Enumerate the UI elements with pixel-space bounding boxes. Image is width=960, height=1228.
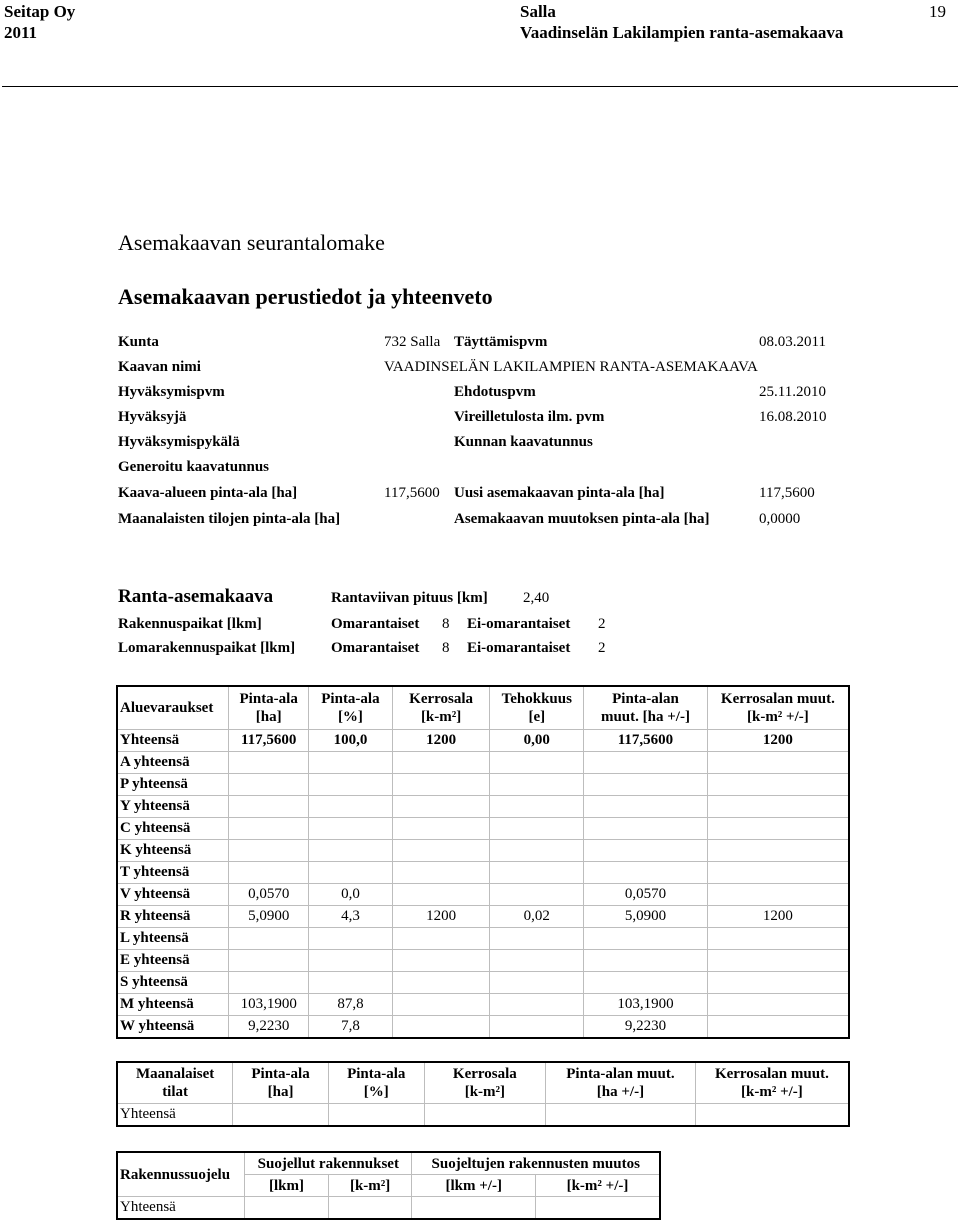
table-cell: 5,0900: [584, 906, 708, 928]
form-title: Asemakaavan seurantalomake: [118, 230, 385, 255]
header-unit: [k-m² +/-]: [741, 1084, 803, 1100]
table-cell: [707, 884, 849, 906]
underground-col-header: [233, 1062, 329, 1104]
table-cell: [584, 818, 708, 840]
info-value: 117,5600: [384, 485, 440, 501]
table-cell: 7,8: [309, 1016, 393, 1039]
info-label: Kaavan nimi: [118, 359, 201, 375]
protection-total-row: [117, 1197, 660, 1220]
info-value: 16.08.2010: [759, 409, 827, 425]
header-text: Pinta-alan: [612, 691, 679, 707]
table-cell: [424, 1104, 546, 1127]
header-text: Pinta-ala: [321, 691, 380, 707]
protection-row-label: Rakennussuojelu: [117, 1152, 245, 1197]
info-value: VAADINSELÄN LAKILAMPIEN RANTA-ASEMAKAAVA: [384, 359, 758, 375]
header-unit: [ha +/-]: [596, 1084, 645, 1100]
info-row: [118, 409, 858, 431]
table-cell: [490, 994, 584, 1016]
table-cell: 1200: [392, 730, 490, 752]
info-row: [118, 434, 858, 456]
table-cell: [707, 796, 849, 818]
table-cell: [490, 796, 584, 818]
table-cell: [707, 972, 849, 994]
table-cell: [490, 752, 584, 774]
underground-col-header: [695, 1062, 849, 1104]
header-unit: muut. [ha +/-]: [600, 709, 690, 725]
header-document-title: Vaadinselän Lakilampien ranta-asemakaava: [520, 23, 844, 42]
protection-sub-header: [lkm +/-]: [412, 1175, 535, 1197]
table-cell: [229, 840, 309, 862]
table-row: [117, 840, 849, 862]
table-cell: 1200: [707, 906, 849, 928]
areas-col-header: [707, 686, 849, 730]
table-cell: [584, 862, 708, 884]
table-cell: [392, 796, 490, 818]
table-row: [117, 994, 849, 1016]
table-row: [117, 752, 849, 774]
info-value: 732 Salla: [384, 334, 441, 350]
table-cell: [229, 818, 309, 840]
table-cell: [584, 950, 708, 972]
table-cell: [392, 950, 490, 972]
table-cell: [229, 862, 309, 884]
table-cell: [490, 862, 584, 884]
table-cell: [309, 928, 393, 950]
header-text: Pinta-ala: [347, 1066, 406, 1082]
info-value: 08.03.2011: [759, 334, 826, 350]
table-cell: 0,02: [490, 906, 584, 928]
page-number: 19: [929, 2, 946, 21]
info-value: 117,5600: [759, 485, 815, 501]
info-row: [118, 459, 858, 481]
areas-col-header: [117, 686, 229, 730]
table-cell: [392, 1016, 490, 1039]
ranta-a-value: 8: [442, 640, 450, 656]
protection-sub-header: [k-m²]: [328, 1175, 412, 1197]
table-cell: [392, 928, 490, 950]
table-cell: [707, 1016, 849, 1039]
protection-sub-header: [lkm]: [245, 1175, 329, 1197]
table-cell: [412, 1197, 535, 1220]
info-value: 0,0000: [759, 511, 801, 527]
table-row: [117, 796, 849, 818]
header-text: Kerrosalan muut.: [714, 1066, 829, 1082]
table-cell: [707, 862, 849, 884]
info-row: [118, 384, 858, 406]
page-header-left: [4, 1, 75, 43]
underground-table: [116, 1061, 850, 1127]
table-cell: 117,5600: [584, 730, 708, 752]
table-cell: 0,0570: [584, 884, 708, 906]
ranta-b-label: Ei-omarantaiset: [467, 616, 571, 632]
ranta-a-value: 8: [442, 616, 450, 632]
row-label: E yhteensä: [117, 950, 229, 972]
table-cell: 9,2230: [584, 1016, 708, 1039]
areas-col-header: [490, 686, 584, 730]
table-cell: [392, 994, 490, 1016]
table-cell: 9,2230: [229, 1016, 309, 1039]
table-cell: [392, 774, 490, 796]
areas-col-header: [392, 686, 490, 730]
info-label: Hyväksymispykälä: [118, 434, 240, 450]
header-text: Maanalaiset: [135, 1066, 215, 1082]
row-label: L yhteensä: [117, 928, 229, 950]
table-cell: [328, 1104, 424, 1127]
table-cell: [546, 1104, 696, 1127]
header-text: Aluevaraukset: [120, 700, 214, 716]
table-cell: [584, 796, 708, 818]
ranta-a-label: Omarantaiset: [331, 616, 420, 632]
table-row: [117, 972, 849, 994]
table-cell: [309, 818, 393, 840]
underground-header-row: [117, 1062, 849, 1104]
info-label: Hyväksymispvm: [118, 384, 225, 400]
areas-col-header: [309, 686, 393, 730]
areas-col-header: [229, 686, 309, 730]
table-cell: [707, 994, 849, 1016]
form-subtitle: Asemakaavan perustiedot ja yhteenveto: [118, 284, 493, 309]
underground-col-header: [546, 1062, 696, 1104]
protection-header-row: [117, 1152, 660, 1175]
table-row: [117, 950, 849, 972]
table-cell: [309, 950, 393, 972]
table-cell: [229, 972, 309, 994]
table-cell: [392, 972, 490, 994]
table-cell: [309, 972, 393, 994]
areas-table: [116, 685, 850, 1039]
ranta-b-label: Ei-omarantaiset: [467, 640, 571, 656]
table-cell: [229, 796, 309, 818]
table-cell: [392, 862, 490, 884]
table-row: [117, 1016, 849, 1039]
row-label: Yhteensä: [117, 1197, 245, 1220]
header-text: Pinta-ala: [239, 691, 298, 707]
table-cell: [392, 840, 490, 862]
table-cell: 100,0: [309, 730, 393, 752]
table-cell: [584, 774, 708, 796]
info-label: Kunnan kaavatunnus: [454, 434, 593, 450]
areas-col-header: [584, 686, 708, 730]
underground-col-header: [328, 1062, 424, 1104]
protection-group-header: Suojeltujen rakennusten muutos: [412, 1152, 660, 1175]
info-label: Maanalaisten tilojen pinta-ala [ha]: [118, 511, 341, 527]
ranta-row-label: Rakennuspaikat [lkm]: [118, 616, 262, 632]
info-label: Hyväksyjä: [118, 409, 187, 425]
table-cell: [309, 796, 393, 818]
row-label: A yhteensä: [117, 752, 229, 774]
ranta-b-value: 2: [598, 616, 606, 632]
table-row: [117, 862, 849, 884]
header-unit: [%]: [363, 1084, 389, 1100]
table-cell: 103,1900: [229, 994, 309, 1016]
info-label: Uusi asemakaavan pinta-ala [ha]: [454, 485, 665, 501]
table-cell: [584, 752, 708, 774]
header-unit: tilat: [162, 1084, 189, 1100]
info-label: Kaava-alueen pinta-ala [ha]: [118, 485, 298, 501]
table-cell: 0,00: [490, 730, 584, 752]
info-label: Täyttämispvm: [454, 334, 548, 350]
table-cell: [535, 1197, 660, 1220]
header-unit: [k-m²]: [464, 1084, 506, 1100]
shoreline-row: [118, 590, 618, 612]
table-cell: [707, 840, 849, 862]
table-cell: [584, 928, 708, 950]
ranta-a-label: Omarantaiset: [331, 640, 420, 656]
row-label: M yhteensä: [117, 994, 229, 1016]
table-cell: [309, 840, 393, 862]
table-cell: [490, 972, 584, 994]
header-year: 2011: [4, 23, 38, 42]
table-cell: 87,8: [309, 994, 393, 1016]
row-label: Y yhteensä: [117, 796, 229, 818]
table-cell: 117,5600: [229, 730, 309, 752]
table-cell: [392, 818, 490, 840]
table-row: [117, 906, 849, 928]
header-text: Pinta-alan muut.: [566, 1066, 675, 1082]
table-cell: [490, 1016, 584, 1039]
row-label: C yhteensä: [117, 818, 229, 840]
info-label: Generoitu kaavatunnus: [118, 459, 270, 475]
header-unit: [ha]: [255, 709, 282, 725]
info-label: Vireilletulosta ilm. pvm: [454, 409, 605, 425]
shoreline-value: 2,40: [523, 590, 550, 606]
table-cell: [490, 884, 584, 906]
table-cell: [490, 840, 584, 862]
shoreline-label: Rantaviivan pituus [km]: [331, 590, 488, 606]
info-row: [118, 511, 858, 533]
table-cell: [707, 818, 849, 840]
info-label: Asemakaavan muutoksen pinta-ala [ha]: [454, 511, 710, 527]
table-cell: [707, 774, 849, 796]
underground-col-header: [117, 1062, 233, 1104]
table-cell: [328, 1197, 412, 1220]
info-value: 25.11.2010: [759, 384, 826, 400]
table-row: [117, 884, 849, 906]
table-cell: 0,0: [309, 884, 393, 906]
table-cell: [392, 752, 490, 774]
table-cell: 5,0900: [229, 906, 309, 928]
table-row: [117, 730, 849, 752]
row-label: R yhteensä: [117, 906, 229, 928]
table-cell: [229, 752, 309, 774]
info-row: [118, 485, 858, 507]
table-cell: 1200: [707, 730, 849, 752]
table-cell: [707, 752, 849, 774]
row-label: S yhteensä: [117, 972, 229, 994]
info-label: Ehdotuspvm: [454, 384, 536, 400]
header-unit: [k-m²]: [420, 709, 462, 725]
row-label: Yhteensä: [117, 1104, 233, 1127]
areas-header-row: [117, 686, 849, 730]
ranta-b-value: 2: [598, 640, 606, 656]
table-cell: [490, 928, 584, 950]
ranta-title: Ranta-asemakaava: [118, 586, 274, 607]
table-cell: [584, 972, 708, 994]
info-row: [118, 359, 858, 381]
ranta-row-label: Lomarakennuspaikat [lkm]: [118, 640, 296, 656]
header-text: Pinta-ala: [251, 1066, 310, 1082]
row-label: V yhteensä: [117, 884, 229, 906]
table-cell: [309, 862, 393, 884]
protection-table: [116, 1151, 661, 1220]
table-cell: [229, 774, 309, 796]
table-cell: 1200: [392, 906, 490, 928]
ranta-row: [118, 640, 638, 662]
table-row: [117, 818, 849, 840]
table-cell: [229, 928, 309, 950]
table-cell: [695, 1104, 849, 1127]
table-cell: [309, 774, 393, 796]
header-unit: [ha]: [267, 1084, 294, 1100]
table-cell: 4,3: [309, 906, 393, 928]
company-name: Seitap Oy: [4, 2, 76, 21]
underground-col-header: [424, 1062, 546, 1104]
underground-total-row: [117, 1104, 849, 1127]
ranta-row: [118, 616, 638, 638]
header-rule: [2, 86, 958, 87]
info-label: Kunta: [118, 334, 159, 350]
table-cell: [490, 774, 584, 796]
table-cell: [490, 950, 584, 972]
header-unit: [e]: [528, 709, 546, 725]
table-row: [117, 928, 849, 950]
header-unit: [k-m² +/-]: [746, 709, 809, 725]
header-municipality: Salla: [520, 2, 556, 21]
header-unit: [%]: [337, 709, 363, 725]
table-cell: [707, 928, 849, 950]
table-cell: [233, 1104, 329, 1127]
protection-group-header: Suojellut rakennukset: [245, 1152, 412, 1175]
header-text: Tehokkuus: [501, 691, 572, 707]
row-label: K yhteensä: [117, 840, 229, 862]
protection-sub-header: [k-m² +/-]: [535, 1175, 660, 1197]
header-text: Kerrosalan muut.: [720, 691, 835, 707]
header-text: Kerrosala: [409, 691, 474, 707]
table-cell: [392, 884, 490, 906]
table-cell: [707, 950, 849, 972]
info-row: [118, 334, 858, 356]
table-cell: 0,0570: [229, 884, 309, 906]
table-cell: [309, 752, 393, 774]
table-cell: 103,1900: [584, 994, 708, 1016]
table-row: [117, 774, 849, 796]
row-label: P yhteensä: [117, 774, 229, 796]
page-header-center: [520, 1, 843, 43]
row-label: Yhteensä: [117, 730, 229, 752]
table-cell: [229, 950, 309, 972]
row-label: T yhteensä: [117, 862, 229, 884]
row-label: W yhteensä: [117, 1016, 229, 1039]
header-text: Kerrosala: [452, 1066, 517, 1082]
table-cell: [490, 818, 584, 840]
table-cell: [245, 1197, 329, 1220]
table-cell: [584, 840, 708, 862]
